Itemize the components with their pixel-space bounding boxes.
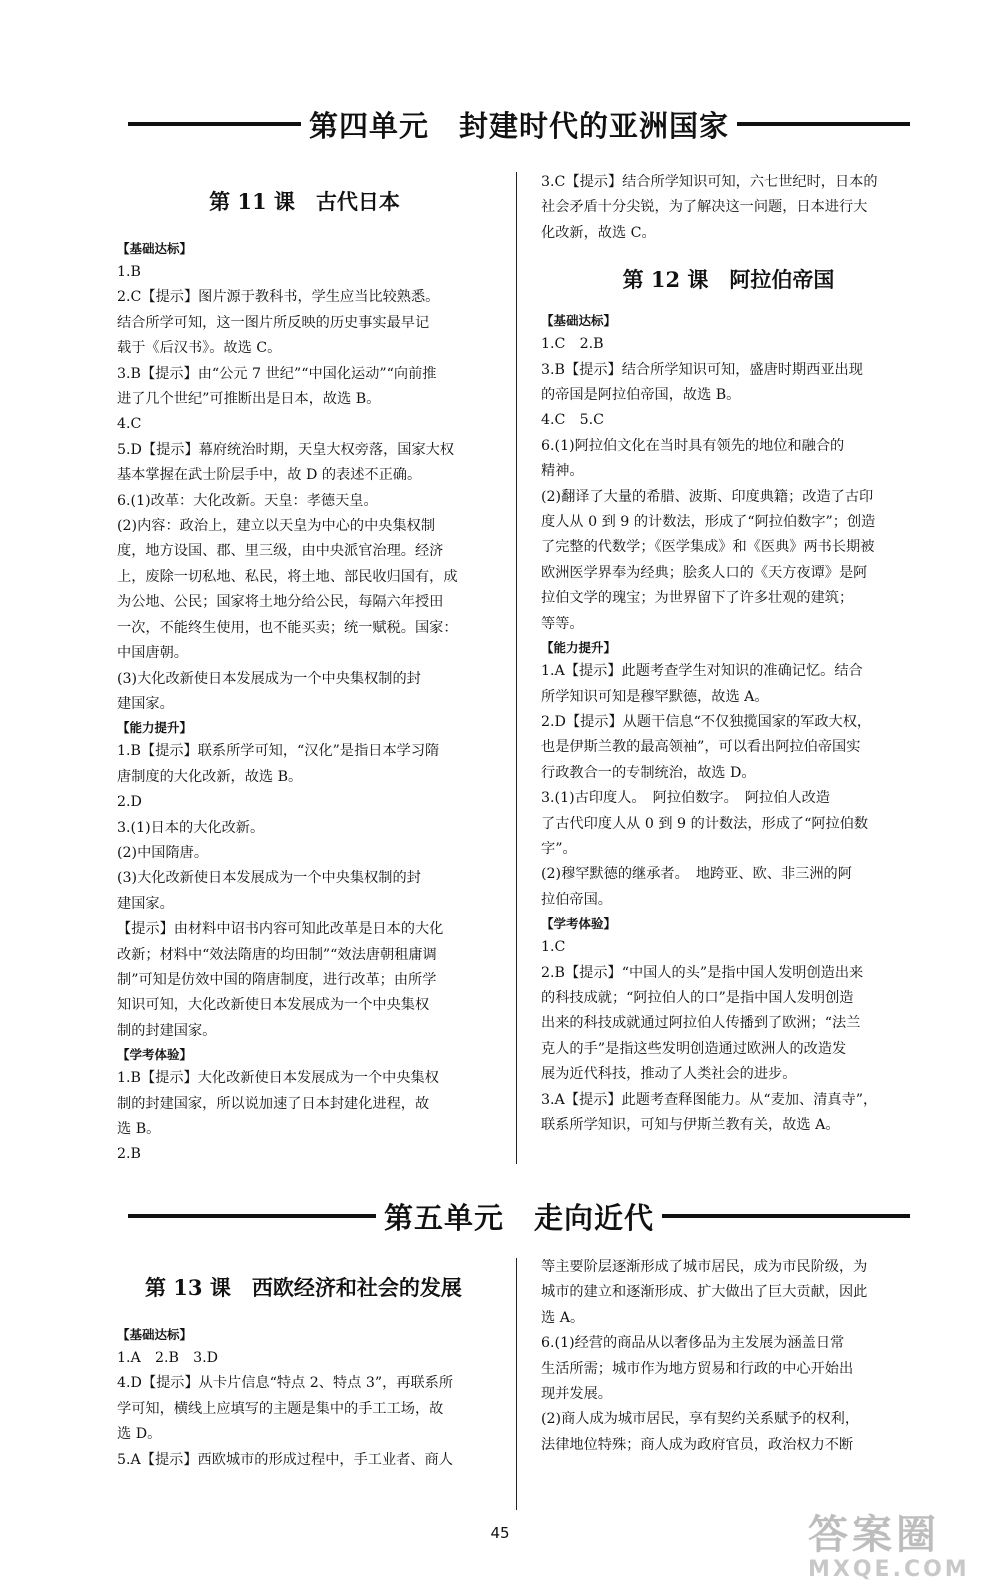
text-line: (2)翻译了大量的希腊、波斯、印度典籍；改造了古印 <box>541 488 874 505</box>
unit-title: 第五单元 走向近代 <box>384 1200 655 1235</box>
text-line: 上，废除一切私地、私民，将土地、部民收归国有，成 <box>117 568 458 585</box>
text-line: 制的封建国家，所以说加速了日本封建化进程，故 <box>117 1095 430 1112</box>
text-line: 3.B【提示】结合所学知识可知，盛唐时期西亚出现 <box>541 361 863 378</box>
text-line: 5.A【提示】西欧城市的形成过程中，手工业者、商人 <box>117 1451 453 1468</box>
text-line: 了古代印度人从 0 到 9 的计数法，形成了“阿拉伯数 <box>541 815 869 832</box>
text-line: 制”可知是仿效中国的隋唐制度，进行改革；由所学 <box>117 971 437 988</box>
heading-rule-right <box>737 122 910 126</box>
text-line: 选 D。 <box>117 1426 162 1443</box>
column-divider <box>516 172 517 1164</box>
answer-block <box>541 1255 916 1458</box>
unit-title: 第四单元 封建时代的亚洲国家 <box>309 108 730 143</box>
answer-block <box>541 659 916 913</box>
lesson-title: 第 11 课 古代日本 <box>209 189 400 214</box>
section-heading: 【能力提升】 <box>541 640 617 656</box>
text-line: 2.C【提示】图片源于教科书，学生应当比较熟悉。 <box>117 289 440 306</box>
text-line: 6.(1)改革：大化改新。天皇：孝德天皇。 <box>117 492 378 509</box>
text-line: 也是伊斯兰教的最高领袖”，可以看出阿拉伯帝国实 <box>541 739 861 756</box>
text-line: (2)内容：政治上，建立以天皇为中心的中央集权制 <box>117 518 436 535</box>
text-line: 改新；材料中“效法隋唐的均田制”“效法唐朝租庸调 <box>117 946 437 963</box>
text-line: 行政教合一的专制统治，故选 D。 <box>541 764 756 781</box>
text-line: (2)穆罕默德的继承者。 地跨亚、欧、非三洲的阿 <box>541 866 852 883</box>
text-line: 拉伯文学的瑰宝；为世界留下了许多壮观的建筑； <box>541 590 854 607</box>
answer-block <box>117 1346 492 1473</box>
text-line: 生活所需；城市作为地方贸易和行政的中心开始出 <box>541 1360 854 1377</box>
text-line: 进了几个世纪”可推断出是日本，故选 B。 <box>117 391 381 408</box>
text-line: 等等。 <box>541 615 584 632</box>
text-line: 联系所学知识，可知与伊斯兰教有关，故选 A。 <box>541 1117 840 1133</box>
text-line: 基本掌握在武士阶层手中，故 D 的表述不正确。 <box>117 467 422 484</box>
unit-heading <box>128 1196 910 1236</box>
text-line: 的帝国是阿拉伯帝国，故选 B。 <box>541 387 741 404</box>
text-line: 字”。 <box>541 840 577 857</box>
text-line: 克人的手”是指这些发明创造通过欧洲人的改造发 <box>541 1040 847 1057</box>
text-line: 等主要阶层逐渐形成了城市居民，成为市民阶级，为 <box>541 1259 868 1275</box>
watermark-url: MXQE.COM <box>808 1557 970 1582</box>
text-line: 5.D【提示】幕府统治时期，天皇大权旁落，国家大权 <box>117 441 455 458</box>
section-heading: 【学考体验】 <box>117 1047 193 1063</box>
text-line: 欧洲医学界奉为经典；脍炙人口的《天方夜谭》是阿 <box>541 564 868 581</box>
text-line: 2.D <box>117 794 142 811</box>
answer-block <box>541 935 916 1138</box>
heading-rule-left <box>128 122 301 126</box>
watermark-logo <box>808 1513 978 1585</box>
text-line: 1.A 2.B 3.D <box>117 1350 219 1366</box>
text-line: 了完整的代数学；《医学集成》和《医典》两书长期被 <box>541 539 875 556</box>
section-heading: 【能力提升】 <box>117 720 193 736</box>
text-line: 3.B【提示】由“公元 7 世纪”“中国化运动”“向前推 <box>117 365 437 382</box>
section-heading: 【基础达标】 <box>117 241 193 256</box>
text-line: 3.C【提示】结合所学知识可知，六七世纪时，日本的 <box>541 174 878 190</box>
text-line: (2)商人成为城市居民，享有契约关系赋予的权利， <box>541 1411 860 1428</box>
text-line: 所学知识可知是穆罕默德，故选 A。 <box>541 688 769 705</box>
text-line: 4.D【提示】从卡片信息“特点 2、特点 3”，再联系所 <box>117 1375 454 1392</box>
text-line: 2.B <box>117 1146 141 1163</box>
text-line: 3.(1)古印度人。 阿拉伯数字。 阿拉伯人改造 <box>541 790 830 807</box>
text-line: 学可知，横线上应填写的主题是集中的手工工场，故 <box>117 1400 444 1417</box>
answer-block <box>541 332 916 637</box>
section-heading: 【基础达标】 <box>541 313 617 329</box>
text-line: 6.(1)阿拉伯文化在当时具有领先的地位和融合的 <box>541 437 845 454</box>
text-line: 1.B【提示】大化改新使日本发展成为一个中央集权 <box>117 1070 439 1087</box>
text-line: 度人从 0 到 9 的计数法，形成了“阿拉伯数字”；创造 <box>541 514 876 531</box>
answer-block <box>117 260 492 717</box>
text-line: 为公地、公民；国家将土地分给公民，每隔六年授田 <box>117 594 444 611</box>
watermark-text: 答案圈 <box>808 1512 940 1558</box>
text-line: 1.A【提示】此题考查学生对知识的准确记忆。结合 <box>541 663 863 680</box>
text-line: 城市的建立和逐渐形成、扩大做出了巨大贡献，因此 <box>541 1284 868 1301</box>
text-line: 选 A。 <box>541 1309 585 1326</box>
text-line: 1.C 2.B <box>541 336 604 353</box>
text-line: 拉伯帝国。 <box>541 891 612 908</box>
answer-block <box>117 1066 492 1168</box>
text-line: 1.B <box>117 264 141 280</box>
text-line: 出来的科技成就通过阿拉伯人传播到了欧洲；“法兰 <box>541 1015 861 1032</box>
text-line: 一次，不能终生使用，也不能买卖；统一赋税。国家： <box>117 619 458 636</box>
section-heading: 【学考体验】 <box>541 916 617 932</box>
text-line: 化改新，故选 C。 <box>541 224 656 241</box>
text-line: (3)大化改新使日本发展成为一个中央集权制的封 <box>117 670 421 687</box>
lesson-title: 第 13 课 西欧经济和社会的发展 <box>145 1275 462 1300</box>
text-line: 2.B【提示】“中国人的头”是指中国人发明创造出来 <box>541 964 864 981</box>
text-line: 的科技成就；“阿拉伯人的口”是指中国人发明创造 <box>541 989 854 1006</box>
text-line: 3.(1)日本的大化改新。 <box>117 819 265 836</box>
answer-block <box>541 170 916 246</box>
lesson-12-column <box>541 170 916 1138</box>
text-line: 知识可知，大化改新使日本发展成为一个中央集权 <box>117 997 430 1014</box>
heading-rule-right <box>662 1214 910 1218</box>
text-line: 1.C <box>541 939 566 956</box>
text-line: 社会矛盾十分尖锐，为了解决这一问题，日本进行大 <box>541 199 868 216</box>
text-line: 载于《后汉书》。故选 C。 <box>117 340 282 357</box>
lesson-13-continuation <box>541 1255 916 1458</box>
text-line: (3)大化改新使日本发展成为一个中央集权制的封 <box>117 870 421 887</box>
text-line: 展为近代科技，推动了人类社会的进步。 <box>541 1066 797 1083</box>
text-line: 建国家。 <box>117 695 174 712</box>
text-line: 4.C <box>117 416 142 433</box>
unit-heading <box>128 104 910 144</box>
text-line: 2.D【提示】从题干信息“不仅独揽国家的军政大权， <box>541 713 872 730</box>
page-number: 45 <box>490 1524 510 1542</box>
text-line: 制的封建国家。 <box>117 1022 217 1039</box>
text-line: (2)中国隋唐。 <box>117 844 209 861</box>
text-line: 3.A【提示】此题考查释图能力。从“麦加、清真寺”， <box>541 1091 878 1108</box>
text-line: 法律地位特殊；商人成为政府官员，政治权力不断 <box>541 1436 854 1453</box>
text-line: 4.C 5.C <box>541 412 604 429</box>
text-line: 唐制度的大化改新，故选 B。 <box>117 768 303 785</box>
text-line: 6.(1)经营的商品从以奢侈品为主发展为涵盖日常 <box>541 1335 845 1352</box>
text-line: 中国唐朝。 <box>117 645 188 662</box>
text-line: 【提示】由材料中诏书内容可知此改革是日本的大化 <box>117 921 444 938</box>
text-line: 精神。 <box>541 463 584 480</box>
text-line: 度，地方设国、郡、里三级，由中央派官治理。经济 <box>117 543 444 560</box>
lesson-11-column <box>117 186 492 1168</box>
section-heading: 【基础达标】 <box>117 1327 193 1342</box>
heading-rule-left <box>128 1214 376 1218</box>
text-line: 建国家。 <box>117 895 174 912</box>
text-line: 结合所学可知，这一图片所反映的历史事实最早记 <box>117 314 430 331</box>
text-line: 现并发展。 <box>541 1386 612 1403</box>
lesson-13-column <box>117 1272 492 1473</box>
answer-block <box>117 739 492 1044</box>
lesson-title: 第 12 课 阿拉伯帝国 <box>622 267 835 293</box>
column-divider <box>516 1258 517 1510</box>
text-line: 选 B。 <box>117 1121 161 1137</box>
text-line: 1.B【提示】联系所学可知，“汉化”是指日本学习隋 <box>117 743 440 760</box>
